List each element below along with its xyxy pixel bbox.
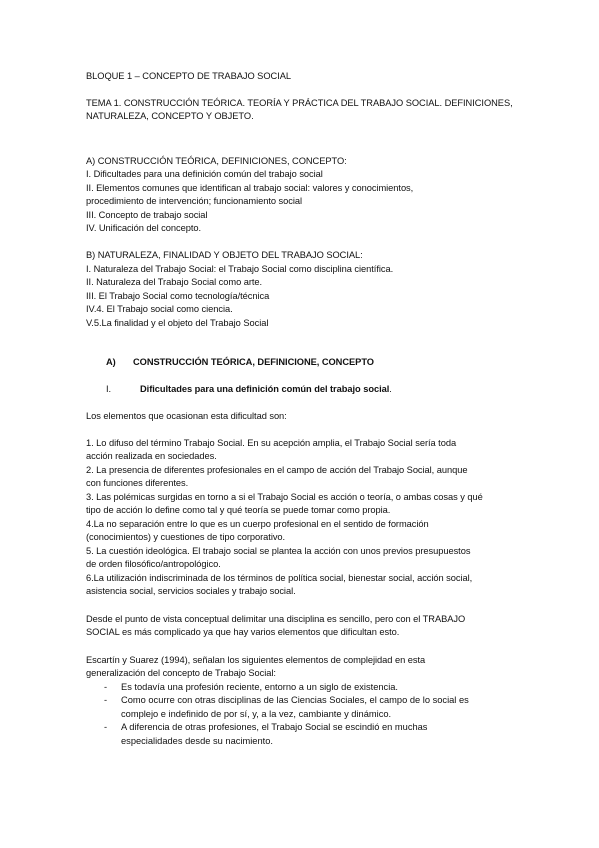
topic-title-line-1: TEMA 1. CONSTRUCCIÓN TEÓRICA. TEORÍA Y PRÁCTICA DEL TRABAJO SOCIAL. DEFINICIONES, [86,98,513,108]
subsection-1-heading [140,383,392,397]
index-a-line: IV. Unificación del concepto. [86,223,202,233]
bullet-dash: - [104,682,108,692]
bullet-line: Es todavía una profesión reciente, entorno a un siglo de existencia. [121,682,399,692]
index-a-heading: A) CONSTRUCCIÓN TEÓRICA, DEFINICIONES, CONCEPTO: [86,156,347,166]
bullet-dash: - [104,695,108,705]
numbered-line: (conocimientos) y cuestiones de tipo corporativo. [86,532,286,542]
conceptual-paragraph-line-1: Desde el punto de vista conceptual delimitar una disciplina es sencillo, pero con el TRABAJO [86,614,466,624]
index-a-line: III. Concepto de trabajo social [86,210,208,220]
index-b-heading: B) NATURALEZA, FINALIDAD Y OBJETO DEL TRABAJO SOCIAL: [86,250,363,260]
bullet-line: A diferencia de otras profesiones, el Trabajo Social se escindió en muchas [121,722,428,732]
numbered-line: asistencia social, servicios sociales y trabajo social. [86,586,296,596]
index-a-line: procedimiento de intervención; funcionamiento social [86,196,303,206]
index-a-line: I. Dificultades para una definición común del trabajo social [86,169,323,179]
section-a-heading: CONSTRUCCIÓN TEÓRICA, DEFINICIONE, CONCEPTO [133,357,374,367]
subsection-1-marker: I. [106,384,112,394]
bullet-line: especialidades desde su nacimiento. [121,736,273,746]
numbered-line: de orden filosófico/antropológico. [86,559,221,569]
escartin-paragraph-line-1: Escartín y Suarez (1994), señalan los siguientes elementos de complejidad en esta [86,655,426,665]
bullet-dash: - [104,722,108,732]
index-b-line: III. El Trabajo Social como tecnología/técnica [86,291,270,301]
numbered-line: 6.La utilización indiscriminada de los términos de política social, bienestar social, acción social, [86,573,473,583]
topic-title-line-2: NATURALEZA, CONCEPTO Y OBJETO. [86,111,254,121]
index-b-line: I. Naturaleza del Trabajo Social: el Trabajo Social como disciplina científica. [86,264,394,274]
numbered-line: 2. La presencia de diferentes profesionales en el campo de acción del Trabajo Social, aunque [86,465,468,475]
section-a-marker: A) [106,357,116,367]
index-b-line: II. Naturaleza del Trabajo Social como arte. [86,277,263,287]
numbered-line: 3. Las polémicas surgidas en torno a si el Trabajo Social es acción o teoría, o ambas cosas y qué [86,492,483,502]
intro-line: Los elementos que ocasionan esta dificultad son: [86,411,287,421]
index-b-line: IV.4. El Trabajo social como ciencia. [86,304,233,314]
numbered-line: 4.La no separación entre lo que es un cuerpo profesional en el sentido de formación [86,519,429,529]
numbered-line: tipo de acción lo define como tal y qué teoría se puede tomar como propia. [86,505,391,515]
subsection-1-title: Dificultades para una definición común del trabajo social [140,384,390,394]
bullet-line: complejo e indefinido de por sí, y, a la vez, cambiante y dinámico. [121,709,392,719]
index-b-line: V.5.La finalidad y el objeto del Trabajo Social [86,318,269,328]
bullet-line: Como ocurre con otras disciplinas de las Ciencias Sociales, el campo de lo social es [121,695,469,705]
numbered-line: acción realizada en sociedades. [86,451,217,461]
numbered-line: con funciones diferentes. [86,478,189,488]
block-title: BLOQUE 1 – CONCEPTO DE TRABAJO SOCIAL [86,71,291,81]
numbered-line: 1. Lo difuso del término Trabajo Social. En su acepción amplia, el Trabajo Social sería toda [86,438,457,448]
index-a-line: II. Elementos comunes que identifican al trabajo social: valores y conocimientos, [86,183,414,193]
escartin-paragraph-line-2: generalización del concepto de Trabajo Social: [86,668,276,678]
numbered-line: 5. La cuestión ideológica. El trabajo social se plantea la acción con unos previos presupuestos [86,546,471,556]
subsection-1-period: . [389,384,392,394]
conceptual-paragraph-line-2: SOCIAL es más complicado ya que hay varios elementos que dificultan esto. [86,627,400,637]
